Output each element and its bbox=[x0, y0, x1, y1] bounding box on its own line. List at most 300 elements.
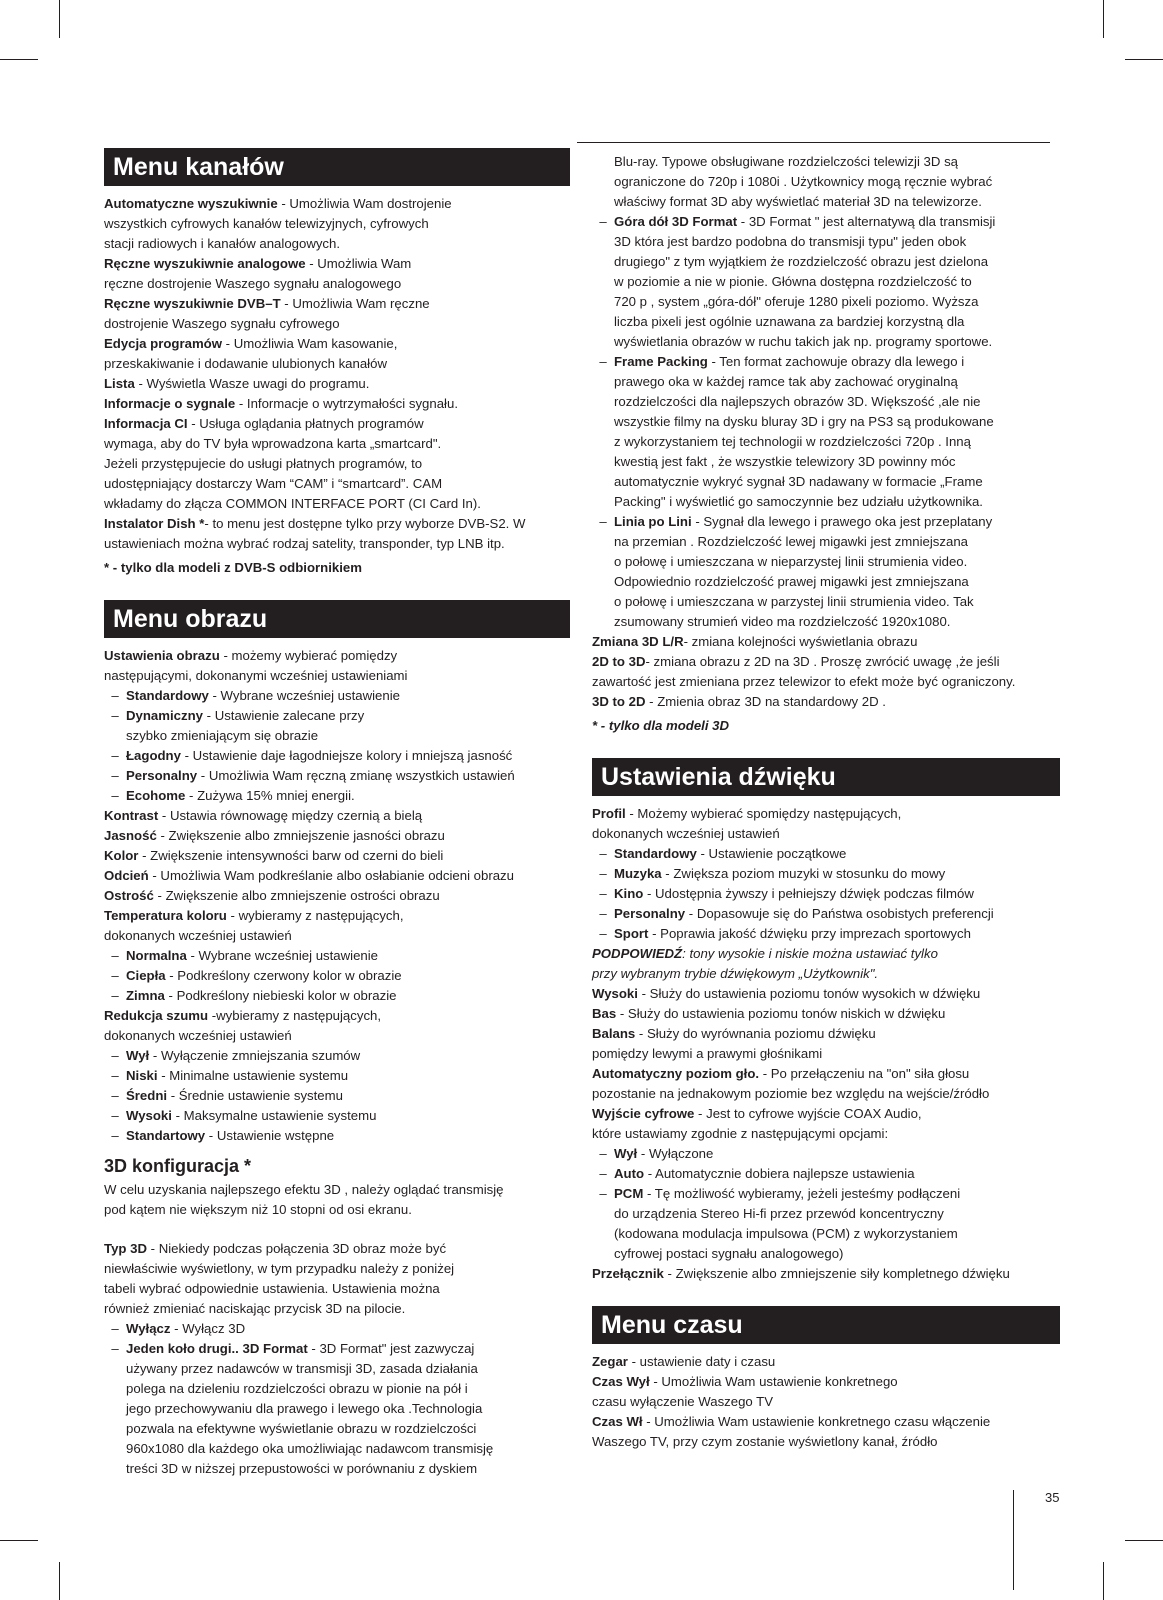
list-continuation bbox=[592, 532, 1060, 552]
text-line bbox=[104, 1006, 570, 1026]
text-run: szybko zmieniającym się obrazie bbox=[126, 728, 319, 743]
text-run: - Wybrane wcześniej ustawienie bbox=[208, 688, 400, 703]
emphasis-run: Ciepła bbox=[126, 968, 166, 983]
text-line bbox=[104, 514, 570, 534]
emphasis-run: Góra dół 3D Format bbox=[614, 214, 738, 229]
list-continuation bbox=[592, 1244, 1060, 1264]
text-run: - Umożliwia Wam ustawienie konkretnego czasu włączenie bbox=[642, 1414, 991, 1429]
emphasis-run: Typ 3D bbox=[104, 1241, 147, 1256]
emphasis-run: Ręczne wyszukiwnie DVB–T bbox=[104, 296, 281, 311]
text-line bbox=[104, 394, 570, 414]
crop-mark bbox=[1125, 59, 1163, 60]
emphasis-run: Kontrast bbox=[104, 808, 159, 823]
text-run: - Umożliwia Wam podkreślanie albo osłabianie odcieni obrazu bbox=[148, 868, 514, 883]
list-continuation bbox=[104, 1359, 570, 1379]
dash-list-item bbox=[592, 884, 1060, 904]
3d-intro-line: pod kątem nie większym niż 10 stopni od osi ekranu. bbox=[104, 1202, 412, 1217]
list-continuation bbox=[592, 272, 1060, 292]
text-run: - zmiana obrazu z 2D na 3D . Proszę zwrócić uwagę ,że jeśli bbox=[645, 654, 1000, 669]
text-run: - ustawienie daty i czasu bbox=[627, 1354, 776, 1369]
list-continuation bbox=[592, 492, 1060, 512]
text-run: 720 p , system „góra-dół" oferuje 1280 pixeli poziomo. Wyższa bbox=[614, 294, 979, 309]
text-run: Waszego TV, przy czym zostanie wyświetlony kanał, źródło bbox=[592, 1434, 938, 1449]
emphasis-run: Edycja programów bbox=[104, 336, 222, 351]
text-run: - Automatycznie dobiera najlepsze ustawienia bbox=[644, 1166, 915, 1181]
dash-bullet: – bbox=[111, 1108, 119, 1123]
text-line bbox=[104, 314, 570, 334]
text-line bbox=[592, 1104, 1060, 1124]
3d-intro bbox=[104, 1180, 570, 1220]
text-run: dokonanych wcześniej ustawień bbox=[104, 1028, 292, 1043]
text-line bbox=[592, 1412, 1060, 1432]
emphasis-run: Instalator Dish * bbox=[104, 516, 205, 531]
text-run: - Zwiększa poziom muzyki w stosunku do mowy bbox=[661, 866, 946, 881]
emphasis-run: Zimna bbox=[126, 988, 165, 1003]
text-run: - Dopasowuje się do Państwa osobistych preferencji bbox=[685, 906, 994, 921]
text-run: - Usługa oglądania płatnych programów bbox=[187, 416, 424, 431]
text-run: jego przechowywaniu dla prawego i lewego oka .Technologia bbox=[126, 1401, 483, 1416]
text-run: z wykorzystaniem tej technologii w rozdzielczości 720p . Inną bbox=[614, 434, 971, 449]
emphasis-run: Standartowy bbox=[126, 1128, 206, 1143]
list-continuation bbox=[104, 1459, 570, 1479]
text-run: wszystkie filmy na dysku bluray 3D i gry na PS3 są produkowane bbox=[614, 414, 994, 429]
dash-bullet: – bbox=[111, 968, 119, 983]
dash-bullet: – bbox=[111, 768, 119, 783]
text-run: - to menu jest dostępne tylko przy wyborze DVB-S2. W bbox=[204, 516, 526, 531]
dash-list-item bbox=[592, 512, 1060, 532]
emphasis-run: Auto bbox=[614, 1166, 645, 1181]
emphasis-run: Łagodny bbox=[126, 748, 181, 763]
text-line bbox=[592, 964, 1060, 984]
emphasis-run: Zegar bbox=[592, 1354, 628, 1369]
dash-bullet: – bbox=[111, 1088, 119, 1103]
text-run: dokonanych wcześniej ustawień bbox=[592, 826, 780, 841]
text-run: - Tę możliwość wybieramy, jeżeli jesteśmy podłączeni bbox=[643, 1186, 961, 1201]
emphasis-run: PCM bbox=[614, 1186, 644, 1201]
3d-models-note: * - tylko dla modeli 3D bbox=[592, 718, 730, 733]
dash-list-item bbox=[104, 706, 570, 726]
emphasis-run: Wył bbox=[126, 1048, 150, 1063]
menu-obrazu-body bbox=[104, 646, 570, 1146]
dash-list-item bbox=[592, 1164, 1060, 1184]
ustawienia-dzwieku-body bbox=[592, 804, 1060, 1284]
text-run: cyfrowej postaci sygnału analogowego) bbox=[614, 1246, 844, 1261]
text-line bbox=[592, 1064, 1060, 1084]
text-line bbox=[592, 984, 1060, 1004]
text-line bbox=[104, 666, 570, 686]
emphasis-run: Sport bbox=[614, 926, 649, 941]
text-line bbox=[592, 692, 1060, 712]
list-continuation bbox=[592, 432, 1060, 452]
text-run: liczba pixeli jest ogólnie uznawana za bardziej korzystną dla bbox=[614, 314, 965, 329]
list-continuation bbox=[592, 472, 1060, 492]
text-run: Jeżeli przystępujecie do usługi płatnych programów, to bbox=[104, 456, 423, 471]
emphasis-run: Temperatura koloru bbox=[104, 908, 227, 923]
text-run: - zmiana kolejności wyświetlania obrazu bbox=[683, 634, 918, 649]
crop-mark bbox=[59, 1562, 60, 1600]
text-run: - Podkreślony czerwony kolor w obrazie bbox=[165, 968, 402, 983]
text-run: 3D która jest bardzo podobna do transmisji typu" jeden obok bbox=[614, 234, 967, 249]
emphasis-run: Automatyczne wyszukiwnie bbox=[104, 196, 278, 211]
text-line bbox=[104, 414, 570, 434]
text-line bbox=[104, 434, 570, 454]
list-continuation bbox=[104, 1399, 570, 1419]
dash-list-item bbox=[592, 212, 1060, 232]
text-line bbox=[104, 494, 570, 514]
text-run: treści 3D w niższej przepustowości w porównaniu z dyskiem bbox=[126, 1461, 478, 1476]
text-run: - Umożliwia Wam bbox=[305, 256, 412, 271]
dash-bullet: – bbox=[111, 688, 119, 703]
text-line bbox=[104, 886, 570, 906]
dash-bullet: – bbox=[599, 846, 607, 861]
dash-bullet: – bbox=[599, 514, 607, 529]
text-run: - Maksymalne ustawienie systemu bbox=[171, 1108, 377, 1123]
emphasis-run: Wysoki bbox=[592, 986, 638, 1001]
text-line bbox=[592, 1044, 1060, 1064]
emphasis-run: Średni bbox=[126, 1088, 168, 1103]
emphasis-run: Ręczne wyszukiwnie analogowe bbox=[104, 256, 306, 271]
text-line bbox=[104, 1279, 570, 1299]
dash-list-item bbox=[104, 1066, 570, 1086]
text-run: - Ustawienie początkowe bbox=[696, 846, 847, 861]
text-run: - Podkreślony niebieski kolor w obrazie bbox=[164, 988, 397, 1003]
text-run: o połowę i umieszczana w nieparzystej linii strumienia video. bbox=[614, 554, 968, 569]
emphasis-run: Bas bbox=[592, 1006, 617, 1021]
dash-bullet: – bbox=[111, 1068, 119, 1083]
list-continuation bbox=[592, 192, 1060, 212]
dash-list-item bbox=[592, 864, 1060, 884]
list-continuation bbox=[592, 552, 1060, 572]
text-run: - Umożliwia Wam ręczne bbox=[280, 296, 430, 311]
text-run: - Wyświetla Wasze uwagi do programu. bbox=[134, 376, 370, 391]
3d-continued bbox=[592, 152, 1060, 712]
emphasis-run: Frame Packing bbox=[614, 354, 708, 369]
dash-list-item bbox=[104, 1046, 570, 1066]
dash-bullet: – bbox=[599, 926, 607, 941]
emphasis-run: Lista bbox=[104, 376, 135, 391]
emphasis-run: Ecohome bbox=[126, 788, 186, 803]
text-run: Odpowiednio rozdzielczość prawej migawki jest zmniejszana bbox=[614, 574, 969, 589]
text-run: następującymi, dokonanymi wcześniej ustawieniami bbox=[104, 668, 408, 683]
emphasis-run: Linia po Lini bbox=[614, 514, 692, 529]
dash-list-item bbox=[592, 1144, 1060, 1164]
emphasis-run: Czas Wł bbox=[592, 1414, 643, 1429]
text-run: zawartość jest zmieniana przez telewizor to efekt może być ograniczony. bbox=[592, 674, 1016, 689]
emphasis-run: Zmiana 3D L/R bbox=[592, 634, 684, 649]
text-run: stacji radiowych i kanałów analogowych. bbox=[104, 236, 341, 251]
text-run: - Służy do ustawienia poziomu tonów wysokich w dźwięku bbox=[637, 986, 981, 1001]
emphasis-run: Personalny bbox=[614, 906, 686, 921]
emphasis-run: Redukcja szumu bbox=[104, 1008, 209, 1023]
text-run: - Umożliwia Wam kasowanie, bbox=[222, 336, 398, 351]
text-run: - Zwiększenie intensywności barw od czerni do bieli bbox=[138, 848, 444, 863]
list-continuation bbox=[592, 392, 1060, 412]
dash-list-item bbox=[104, 746, 570, 766]
text-run: używany przez nadawców w transmisji 3D, zasada działania bbox=[126, 1361, 478, 1376]
text-run: w poziomie a nie w pionie. Główna dostępna rozdzielczość to bbox=[614, 274, 972, 289]
text-line bbox=[104, 194, 570, 214]
text-run: ustawieniach można wybrać rodzaj satelity, transponder, typ LNB itp. bbox=[104, 536, 505, 551]
text-line bbox=[104, 906, 570, 926]
emphasis-run: Wyłącz bbox=[126, 1321, 171, 1336]
text-run: - Ustawia równowagę między czernią a bielą bbox=[158, 808, 423, 823]
3d-body bbox=[104, 1239, 570, 1479]
crop-mark bbox=[1103, 1562, 1104, 1600]
dash-list-item bbox=[104, 1319, 570, 1339]
dash-bullet: – bbox=[111, 988, 119, 1003]
emphasis-run: Wył bbox=[614, 1146, 638, 1161]
text-line bbox=[104, 1299, 570, 1319]
text-run: na przemian . Rozdzielczość lewej migawki jest zmniejszana bbox=[614, 534, 969, 549]
text-run: - Udostępnia żywszy i pełniejszy dźwięk podczas filmów bbox=[643, 886, 974, 901]
text-run: zsumowany strumień video ma rozdzielczość 1920x1080. bbox=[614, 614, 951, 629]
emphasis-run: Wysoki bbox=[126, 1108, 172, 1123]
crop-mark bbox=[1103, 0, 1104, 38]
dash-bullet: – bbox=[599, 354, 607, 369]
text-run: - Ustawienie daje łagodniejsze kolory i mniejszą jasność bbox=[180, 748, 513, 763]
page-number: 35 bbox=[1045, 1490, 1060, 1505]
list-continuation bbox=[592, 332, 1060, 352]
dash-bullet: – bbox=[599, 906, 607, 921]
text-line bbox=[104, 274, 570, 294]
3d-note bbox=[592, 716, 1060, 736]
dash-list-item bbox=[104, 946, 570, 966]
text-run: - 3D Format" jest zazwyczaj bbox=[307, 1341, 475, 1356]
dash-bullet: – bbox=[111, 948, 119, 963]
dash-list-item bbox=[104, 686, 570, 706]
text-run: do urządzenia Stereo Hi-fi przez przewód koncentryczny bbox=[614, 1206, 944, 1221]
text-line bbox=[104, 474, 570, 494]
text-line bbox=[592, 944, 1060, 964]
dash-list-item bbox=[104, 1126, 570, 1146]
dash-list-item bbox=[592, 924, 1060, 944]
text-run: właściwy format 3D aby wyświetlać materiał 3D na telewizorze. bbox=[614, 194, 982, 209]
text-line bbox=[592, 824, 1060, 844]
dash-bullet: – bbox=[111, 1048, 119, 1063]
section-title-3d-konfiguracja: 3D konfiguracja * bbox=[104, 1156, 252, 1176]
text-run: wyświetlania obrazów w ruchu takich jak np. programy sportowe. bbox=[614, 334, 993, 349]
text-run: - Zużywa 15% mniej energii. bbox=[185, 788, 355, 803]
list-continuation bbox=[592, 1224, 1060, 1244]
text-run: o połowę i umieszczana w parzystej linii strumienia video. Tak bbox=[614, 594, 974, 609]
top-rule bbox=[577, 142, 1050, 143]
list-continuation bbox=[592, 172, 1060, 192]
text-run: - 3D Format " jest alternatywą dla transmisji bbox=[737, 214, 996, 229]
text-line bbox=[104, 454, 570, 474]
text-run: - Służy do ustawienia poziomu tonów niskich w dźwięku bbox=[616, 1006, 946, 1021]
text-run: polega na dzieleniu rozdzielczości obrazu w pionie na pół i bbox=[126, 1381, 468, 1396]
emphasis-run: PODPOWIEDŹ bbox=[592, 946, 683, 961]
emphasis-run: Jasność bbox=[104, 828, 157, 843]
text-line bbox=[592, 1352, 1060, 1372]
list-continuation bbox=[592, 1204, 1060, 1224]
text-run: dostrojenie Waszego sygnału cyfrowego bbox=[104, 316, 340, 331]
crop-mark bbox=[59, 0, 60, 38]
text-line bbox=[104, 1026, 570, 1046]
text-run: - Umożliwia Wam dostrojenie bbox=[277, 196, 452, 211]
text-run: -wybieramy z następujących, bbox=[208, 1008, 382, 1023]
emphasis-run: Balans bbox=[592, 1026, 636, 1041]
text-run: kwestią jest fakt , że wszystkie telewizory 3D powinny móc bbox=[614, 454, 956, 469]
dash-bullet: – bbox=[111, 708, 119, 723]
dash-bullet: – bbox=[111, 788, 119, 803]
text-line bbox=[104, 846, 570, 866]
emphasis-run: Kino bbox=[614, 886, 644, 901]
text-line bbox=[592, 1004, 1060, 1024]
dash-list-item bbox=[104, 786, 570, 806]
text-line bbox=[104, 254, 570, 274]
dash-list-item bbox=[104, 766, 570, 786]
text-run: Packing" i wyświetlić go samoczynnie bez udziału użytkownika. bbox=[614, 494, 983, 509]
text-run: wszystkich cyfrowych kanałów telewizyjnych, cyfrowych bbox=[104, 216, 429, 231]
emphasis-run: Wyjście cyfrowe bbox=[592, 1106, 695, 1121]
dash-bullet: – bbox=[599, 1146, 607, 1161]
dash-list-item bbox=[104, 1086, 570, 1106]
text-line bbox=[104, 866, 570, 886]
list-continuation bbox=[592, 572, 1060, 592]
emphasis-run: Dynamiczny bbox=[126, 708, 203, 723]
dash-list-item bbox=[104, 1339, 570, 1359]
text-run: - Wyłączenie zmniejszania szumów bbox=[149, 1048, 361, 1063]
text-run: pomiędzy lewymi a prawymi głośnikami bbox=[592, 1046, 823, 1061]
dash-bullet: – bbox=[111, 1321, 119, 1336]
text-run: - Niekiedy podczas połączenia 3D obraz może być bbox=[147, 1241, 447, 1256]
text-run: 960x1080 dla każdego oka umożliwiając nadawcom transmisję bbox=[126, 1441, 494, 1456]
text-line bbox=[104, 234, 570, 254]
text-run: - Wyłącz 3D bbox=[170, 1321, 246, 1336]
dash-bullet: – bbox=[111, 748, 119, 763]
text-run: drugiego" z tym wyjątkiem że rozdzielczość obrazu jest dzielona bbox=[614, 254, 989, 269]
emphasis-run: Normalna bbox=[126, 948, 187, 963]
text-run: ograniczone do 720p i 1080i . Użytkownicy mogą ręcznie wybrać bbox=[614, 174, 993, 189]
emphasis-run: Automatyczny poziom gło. bbox=[592, 1066, 760, 1081]
text-line bbox=[592, 1024, 1060, 1044]
emphasis-run: Standardowy bbox=[614, 846, 697, 861]
text-line bbox=[592, 1084, 1060, 1104]
dash-bullet: – bbox=[599, 866, 607, 881]
text-run: niewłaściwie wyświetlony, w tym przypadku należy z poniżej bbox=[104, 1261, 455, 1276]
text-run: pozostanie na jednakowym poziomie bez względu na wejście/źródło bbox=[592, 1086, 990, 1101]
text-line bbox=[592, 1372, 1060, 1392]
text-run: - Ten format zachowuje obrazy dla lewego i bbox=[707, 354, 965, 369]
emphasis-run: przy wybranym trybie dźwiękowym „Użytkownik". bbox=[592, 966, 879, 981]
text-run: - Zwiększenie albo zmniejszenie siły kompletnego dźwięku bbox=[663, 1266, 1010, 1281]
text-run: - Średnie ustawienie systemu bbox=[167, 1088, 343, 1103]
section-title-menu-czasu: Menu czasu bbox=[592, 1306, 1060, 1344]
dash-bullet: – bbox=[111, 1128, 119, 1143]
text-run: - Umożliwia Wam ustawienie konkretnego bbox=[649, 1374, 898, 1389]
emphasis-run: Informacja CI bbox=[104, 416, 188, 431]
emphasis-run: Odcień bbox=[104, 868, 149, 883]
text-run: tabeli wybrać odpowiednie ustawienia. Ustawienia można bbox=[104, 1281, 440, 1296]
text-line bbox=[592, 1392, 1060, 1412]
list-continuation bbox=[592, 612, 1060, 632]
emphasis-run: Standardowy bbox=[126, 688, 209, 703]
text-line bbox=[104, 826, 570, 846]
text-line bbox=[592, 672, 1060, 692]
list-continuation bbox=[104, 1379, 570, 1399]
text-run: - Możemy wybierać spomiędzy następujących, bbox=[625, 806, 902, 821]
emphasis-run: Kolor bbox=[104, 848, 139, 863]
dash-bullet: – bbox=[599, 1166, 607, 1181]
text-run: (kodowana modulacja impulsowa (PCM) z wykorzystaniem bbox=[614, 1226, 958, 1241]
text-line bbox=[104, 806, 570, 826]
emphasis-run: : tony wysokie i niskie można ustawiać tylko bbox=[682, 946, 938, 961]
emphasis-run: Informacje o sygnale bbox=[104, 396, 236, 411]
list-continuation bbox=[592, 592, 1060, 612]
crop-mark bbox=[1125, 1540, 1163, 1541]
text-run: dokonanych wcześniej ustawień bbox=[104, 928, 292, 943]
dvbs-note: * - tylko dla modeli z DVB-S odbiornikiem bbox=[104, 560, 362, 575]
text-line bbox=[104, 374, 570, 394]
text-run: wkładamy do złącza COMMON INTERFACE PORT (CI Card In). bbox=[104, 496, 481, 511]
emphasis-run: 3D to 2D bbox=[592, 694, 646, 709]
text-line bbox=[592, 632, 1060, 652]
dash-bullet: – bbox=[111, 1341, 119, 1356]
list-continuation bbox=[592, 292, 1060, 312]
text-line bbox=[592, 804, 1060, 824]
list-continuation bbox=[104, 726, 570, 746]
emphasis-run: Jeden koło drugi.. 3D Format bbox=[126, 1341, 308, 1356]
left-column bbox=[104, 148, 570, 1479]
list-continuation bbox=[592, 372, 1060, 392]
dash-bullet: – bbox=[599, 214, 607, 229]
right-column bbox=[592, 152, 1060, 1452]
text-line bbox=[104, 294, 570, 314]
dash-bullet: – bbox=[599, 886, 607, 901]
text-line bbox=[592, 652, 1060, 672]
text-line bbox=[592, 1432, 1060, 1452]
text-run: - wybieramy z następujących, bbox=[226, 908, 404, 923]
menu-kanalow-body bbox=[104, 194, 570, 554]
text-line bbox=[104, 534, 570, 554]
text-line bbox=[104, 354, 570, 374]
text-run: - Ustawienie zalecane przy bbox=[202, 708, 365, 723]
3d-intro-line: W celu uzyskania najlepszego efektu 3D , należy oglądać transmisję bbox=[104, 1182, 504, 1197]
dash-bullet: – bbox=[599, 1186, 607, 1201]
text-run: ręczne dostrojenie Waszego sygnału analogowego bbox=[104, 276, 402, 291]
text-run: automatycznie wykryć sygnał 3D nadawany w formacie „Frame bbox=[614, 474, 983, 489]
section-title-menu-obrazu: Menu obrazu bbox=[104, 600, 570, 638]
text-run: udostępniający dostarczy Wam “CAM” i “smartcard”. CAM bbox=[104, 476, 443, 491]
menu-czasu-body bbox=[592, 1352, 1060, 1452]
text-line bbox=[592, 1264, 1060, 1284]
menu-kanalow-note bbox=[104, 558, 570, 578]
list-continuation bbox=[104, 1439, 570, 1459]
text-line bbox=[592, 1124, 1060, 1144]
section-title-menu-kanalow: Menu kanałów bbox=[104, 148, 570, 186]
text-run: - Informacje o wytrzymałości sygnału. bbox=[235, 396, 458, 411]
text-run: - Zwiększenie albo zmniejszenie jasności obrazu bbox=[156, 828, 445, 843]
emphasis-run: Profil bbox=[592, 806, 626, 821]
text-run: - Zwiększenie albo zmniejszenie ostrości obrazu bbox=[153, 888, 440, 903]
text-run: rozdzielczości dla najlepszych obrazów 3D. Większość ,ale nie bbox=[614, 394, 981, 409]
text-run: przeskakiwanie i dodawanie ulubionych kanałów bbox=[104, 356, 387, 371]
list-continuation bbox=[104, 1419, 570, 1439]
emphasis-run: Ostrość bbox=[104, 888, 154, 903]
list-continuation bbox=[592, 452, 1060, 472]
dash-list-item bbox=[592, 1184, 1060, 1204]
dash-list-item bbox=[104, 986, 570, 1006]
text-run: wymaga, aby do TV była wprowadzona karta „smartcard". bbox=[104, 436, 442, 451]
text-run: - Poprawia jakość dźwięku przy imprezach sportowych bbox=[648, 926, 971, 941]
emphasis-run: Ustawienia obrazu bbox=[104, 648, 220, 663]
text-run: - Po przełączeniu na "on" siła głosu bbox=[759, 1066, 970, 1081]
text-line bbox=[104, 646, 570, 666]
text-line bbox=[104, 214, 570, 234]
dash-list-item bbox=[104, 966, 570, 986]
text-run: - Wybrane wcześniej ustawienie bbox=[186, 948, 379, 963]
